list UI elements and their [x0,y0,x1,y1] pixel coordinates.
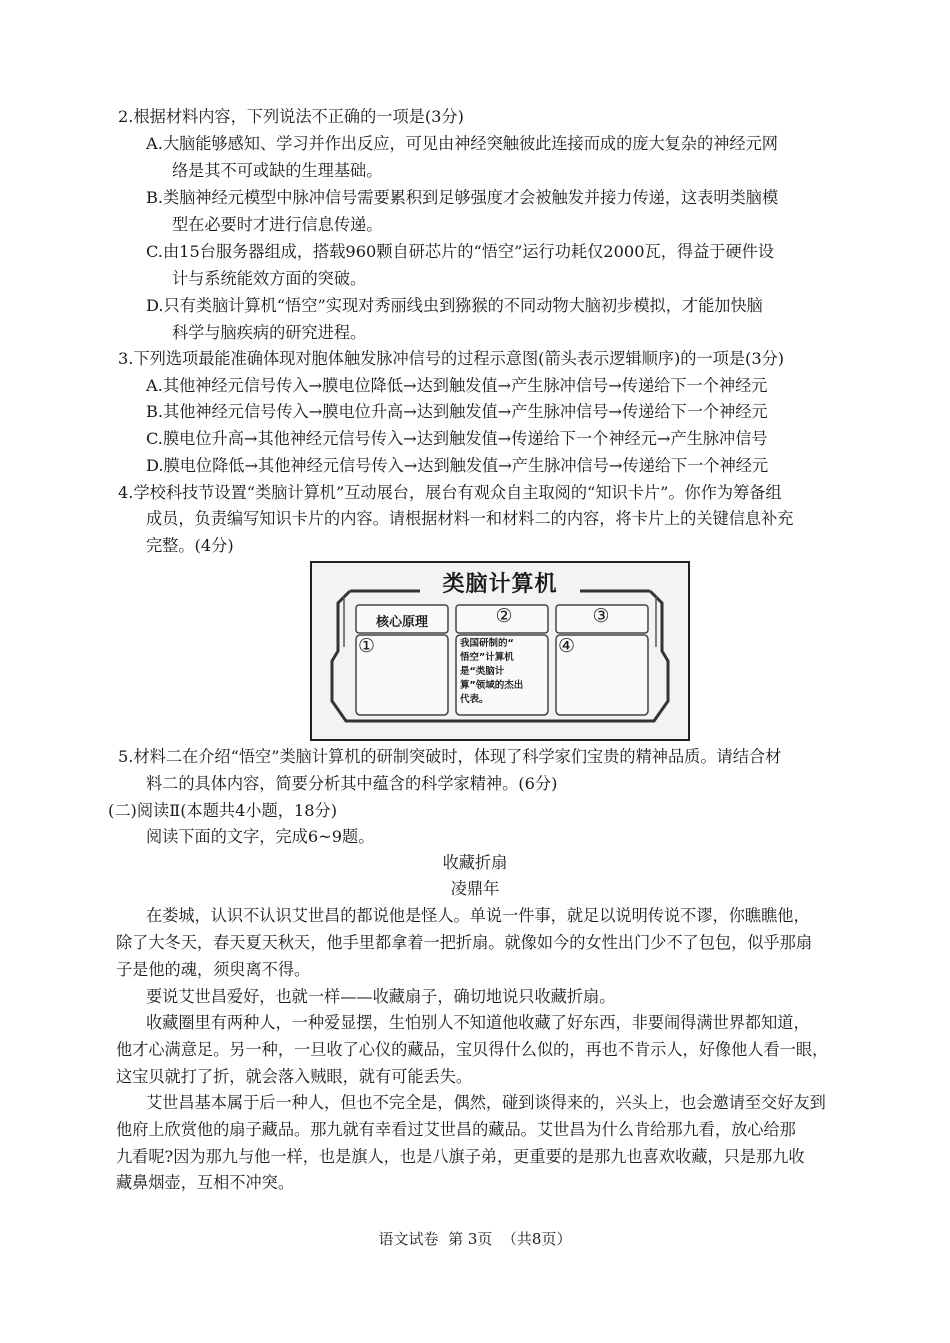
section-instruction: 阅读下面的文字，完成6~9题。 [146,827,375,846]
story-p4-line-2: 他府上欣赏他的扇子藏品。那九就有幸看过艾世昌的藏品。艾世昌为什么肯给那九看，放心给那 [116,1120,796,1139]
story-p4-line-3: 九看呢?因为那九与他一样，也是旗人，也是八旗子弟，更重要的是那九也喜欢收藏，只是那九收 [116,1147,805,1166]
card-blank-2: ② [495,605,513,627]
knowledge-card [310,561,690,741]
q2-option-d-cont: 科学与脑疾病的研究进程。 [172,323,367,342]
q3-option-a: A.其他神经元信号传入→膜电位降低→达到触发值→产生脉冲信号→传递给下一个神经元 [146,376,768,395]
q3-option-d: D.膜电位降低→其他神经元信号传入→达到触发值→产生脉冲信号→传递给下一个神经元 [146,456,769,475]
story-p1-line-2: 除了大冬天，春天夏天秋天，他手里都拿着一把折扇。就像如今的女性出门少不了包包，似乎那扇 [116,933,813,952]
story-p3-line-3: 这宝贝就打了折，就会落入贼眼，就有可能丢失。 [116,1067,473,1086]
card-header-core-principle: 核心原理 [375,615,428,630]
card-title: 类脑计算机 [442,572,558,597]
q2-option-d: D.只有类脑计算机“悟空”实现对秀丽线虫到猕猴的不同动物大脑初步模拟，才能加快脑 [146,296,763,315]
q2-option-c: C.由15台服务器组成，搭载960颗自研芯片的“悟空”运行功耗仅2000瓦，得益于硬件设 [146,242,775,261]
card-blank-4: ④ [558,635,576,657]
q2-option-a: A.大脑能够感知、学习并作出反应，可见由神经突触彼此连接而成的庞大复杂的神经元网 [146,134,778,153]
card-description [460,637,546,707]
card-blank-1: ① [358,635,376,657]
story-p4-line-1: 艾世昌基本属于后一种人，但也不完全是，偶然，碰到谈得来的，兴头上，也会邀请至交好友到 [146,1093,826,1112]
q2-option-c-cont: 计与系统能效方面的突破。 [172,269,367,288]
card-desc-line: 悟空”计算机 [460,652,514,663]
page-footer: 语文试卷 第 3页 （共8页） [378,1230,572,1248]
q2-stem: 2.根据材料内容，下列说法不正确的一项是(3分) [118,107,464,126]
story-title: 收藏折扇 [442,853,508,872]
story-p4-line-4: 藏鼻烟壶，互相不冲突。 [116,1173,295,1192]
story-p2: 要说艾世昌爱好，也就一样——收藏扇子，确切地说只收藏折扇。 [146,987,616,1006]
q3-option-c: C.膜电位升高→其他神经元信号传入→达到触发值→传递给下一个神经元→产生脉冲信号 [146,429,768,448]
card-desc-line: 我国研制的“ [460,638,514,649]
story-p3-line-1: 收藏圈里有两种人，一种爱显摆，生怕别人不知道他收藏了好东西，非要闹得满世界都知道， [146,1013,810,1032]
q4-line-1: 4.学校科技节设置“类脑计算机”互动展台，展台有观众自主取阅的“知识卡片”。你作为筹备组 [118,483,782,502]
card-desc-line: 是“类脑计 [460,666,505,677]
card-desc-line: 代表。 [460,694,489,705]
story-p3-line-2: 他才心满意足。另一种，一旦收了心仪的藏品，宝贝得什么似的，再也不肯示人，好像他人看一眼， [116,1040,829,1059]
story-author: 凌鼎年 [450,879,500,898]
card-desc-line: 算”领域的杰出 [460,680,524,691]
story-p1-line-3: 子是他的魂，须臾离不得。 [116,960,311,979]
q2-option-a-cont: 络是其不可或缺的生理基础。 [172,161,383,180]
q4-line-3: 完整。(4分) [146,536,234,555]
q4-line-2: 成员，负责编写知识卡片的内容。请根据材料一和材料二的内容，将卡片上的关键信息补充 [146,509,794,528]
story-p1-line-1: 在娄城，认识不认识艾世昌的都说他是怪人。单说一件事，就足以说明传说不谬，你瞧瞧他， [146,906,810,925]
q2-option-b: B.类脑神经元模型中脉冲信号需要累积到足够强度才会被触发并接力传递，这表明类脑模 [146,188,779,207]
q3-stem: 3.下列选项最能准确体现对胞体触发脉冲信号的过程示意图(箭头表示逻辑顺序)的一项是(3分) [118,349,785,368]
q5-line-2: 料二的具体内容，简要分析其中蕴含的科学家精神。(6分) [146,774,558,793]
section-heading: (二)阅读Ⅱ(本题共4小题，18分) [108,801,338,820]
card-blank-3: ③ [592,605,610,627]
q5-line-1: 5.材料二在介绍“悟空”类脑计算机的研制突破时，体现了科学家们宝贵的精神品质。请结合材 [118,747,782,766]
q3-option-b: B.其他神经元信号传入→膜电位升高→达到触发值→产生脉冲信号→传递给下一个神经元 [146,402,768,421]
q2-option-b-cont: 型在必要时才进行信息传递。 [172,215,383,234]
